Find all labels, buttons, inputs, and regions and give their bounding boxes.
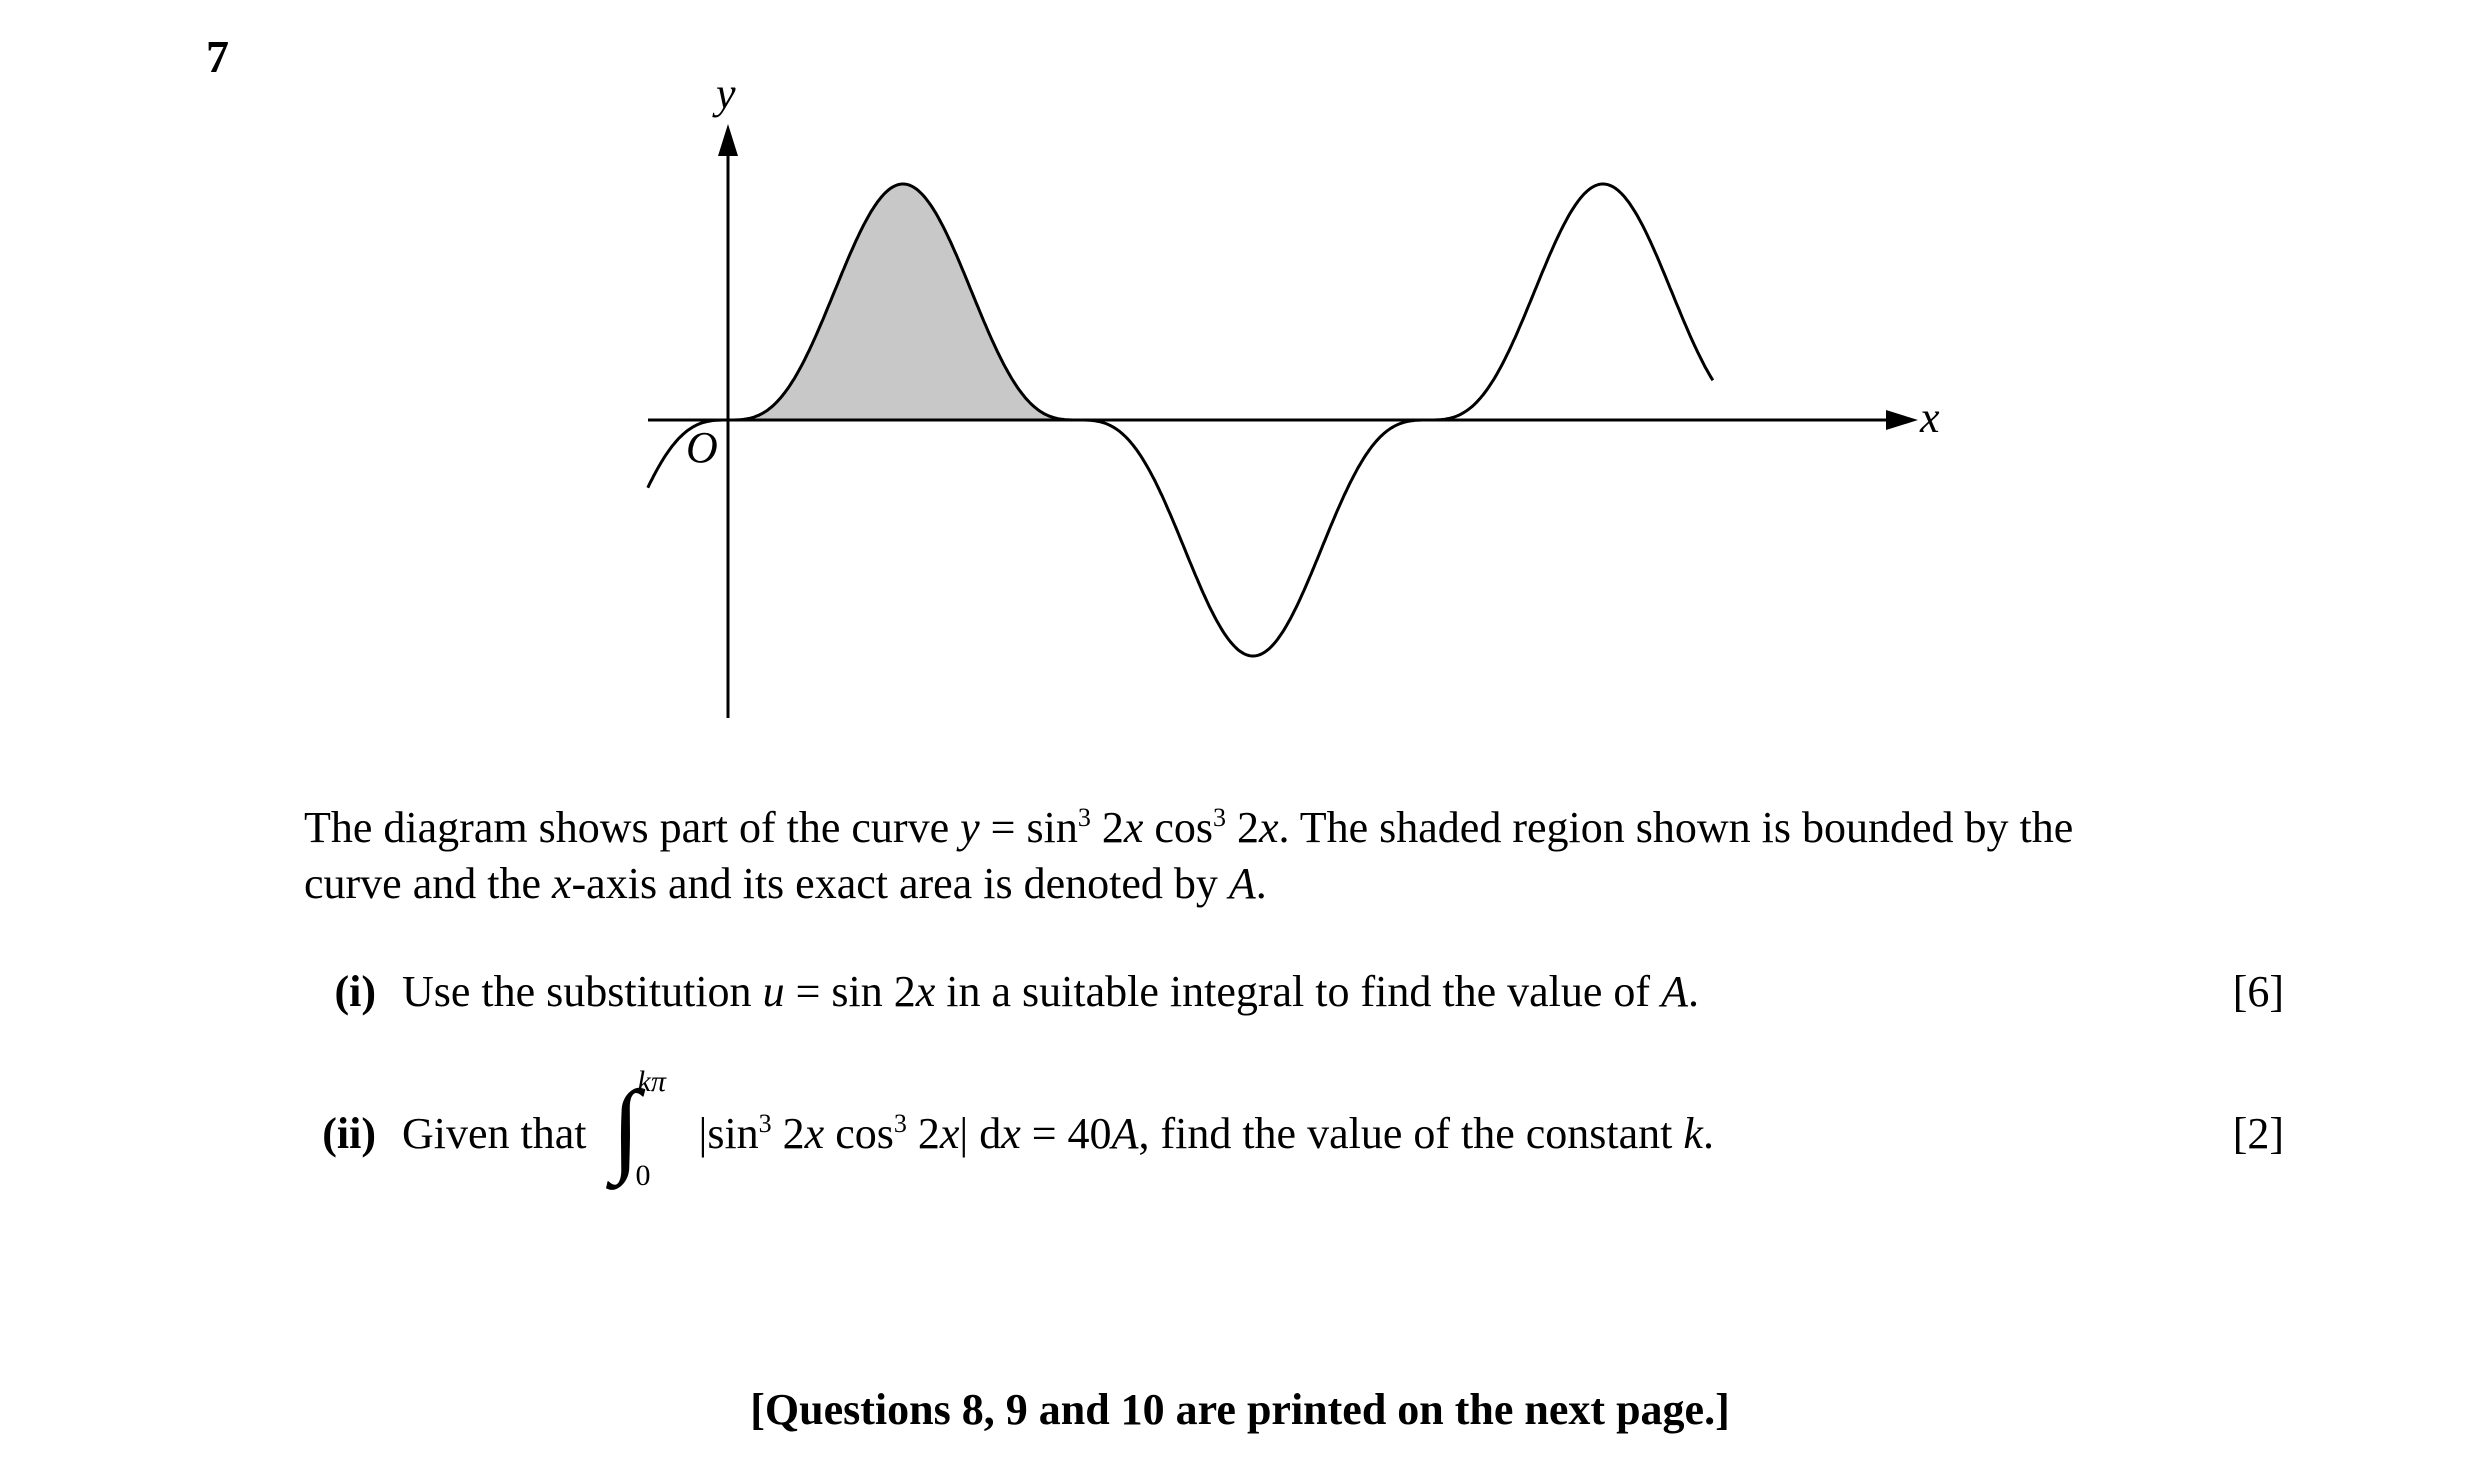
part-i-text: Use the substitution u = sin 2x in a suitable integral to find the value of A.: [402, 967, 1699, 1016]
part-ii-text: Given that ∫ kπ 0 $|\sin^3$ 2x $\cos^3 2x|$ dx = 40A, find the value of the constant k.: [402, 1106, 1714, 1162]
part-i-marks: [6]: [2232, 967, 2284, 1016]
origin-label: O: [686, 423, 718, 472]
integral-lower-limit: 0: [635, 1159, 651, 1192]
part-i-label: (i): [334, 967, 376, 1016]
part-ii-label: (ii): [322, 1109, 376, 1158]
y-axis-arrowhead: [718, 124, 738, 156]
intro-paragraph: The diagram shows part of the curve $y = \sin^3 2x$ $\cos^3 2x$. The shaded region shown is bounded by the curve and the x-axis and its exact area is denoted by A.: [304, 803, 2074, 908]
shaded-region: [728, 184, 1078, 420]
x-axis-label: x: [1920, 393, 1940, 442]
y-axis-label: y: [716, 69, 736, 118]
footer-note: [Questions 8, 9 and 10 are printed on the next page.]: [750, 1385, 1730, 1434]
definite-integral: [598, 1065, 688, 1192]
question-number: 7: [206, 31, 229, 82]
part-ii-marks: [2]: [2232, 1109, 2284, 1158]
integral-sign: ∫: [611, 1070, 641, 1185]
integral-upper-limit: kπ: [637, 1065, 666, 1098]
x-axis-arrowhead: [1886, 410, 1918, 430]
